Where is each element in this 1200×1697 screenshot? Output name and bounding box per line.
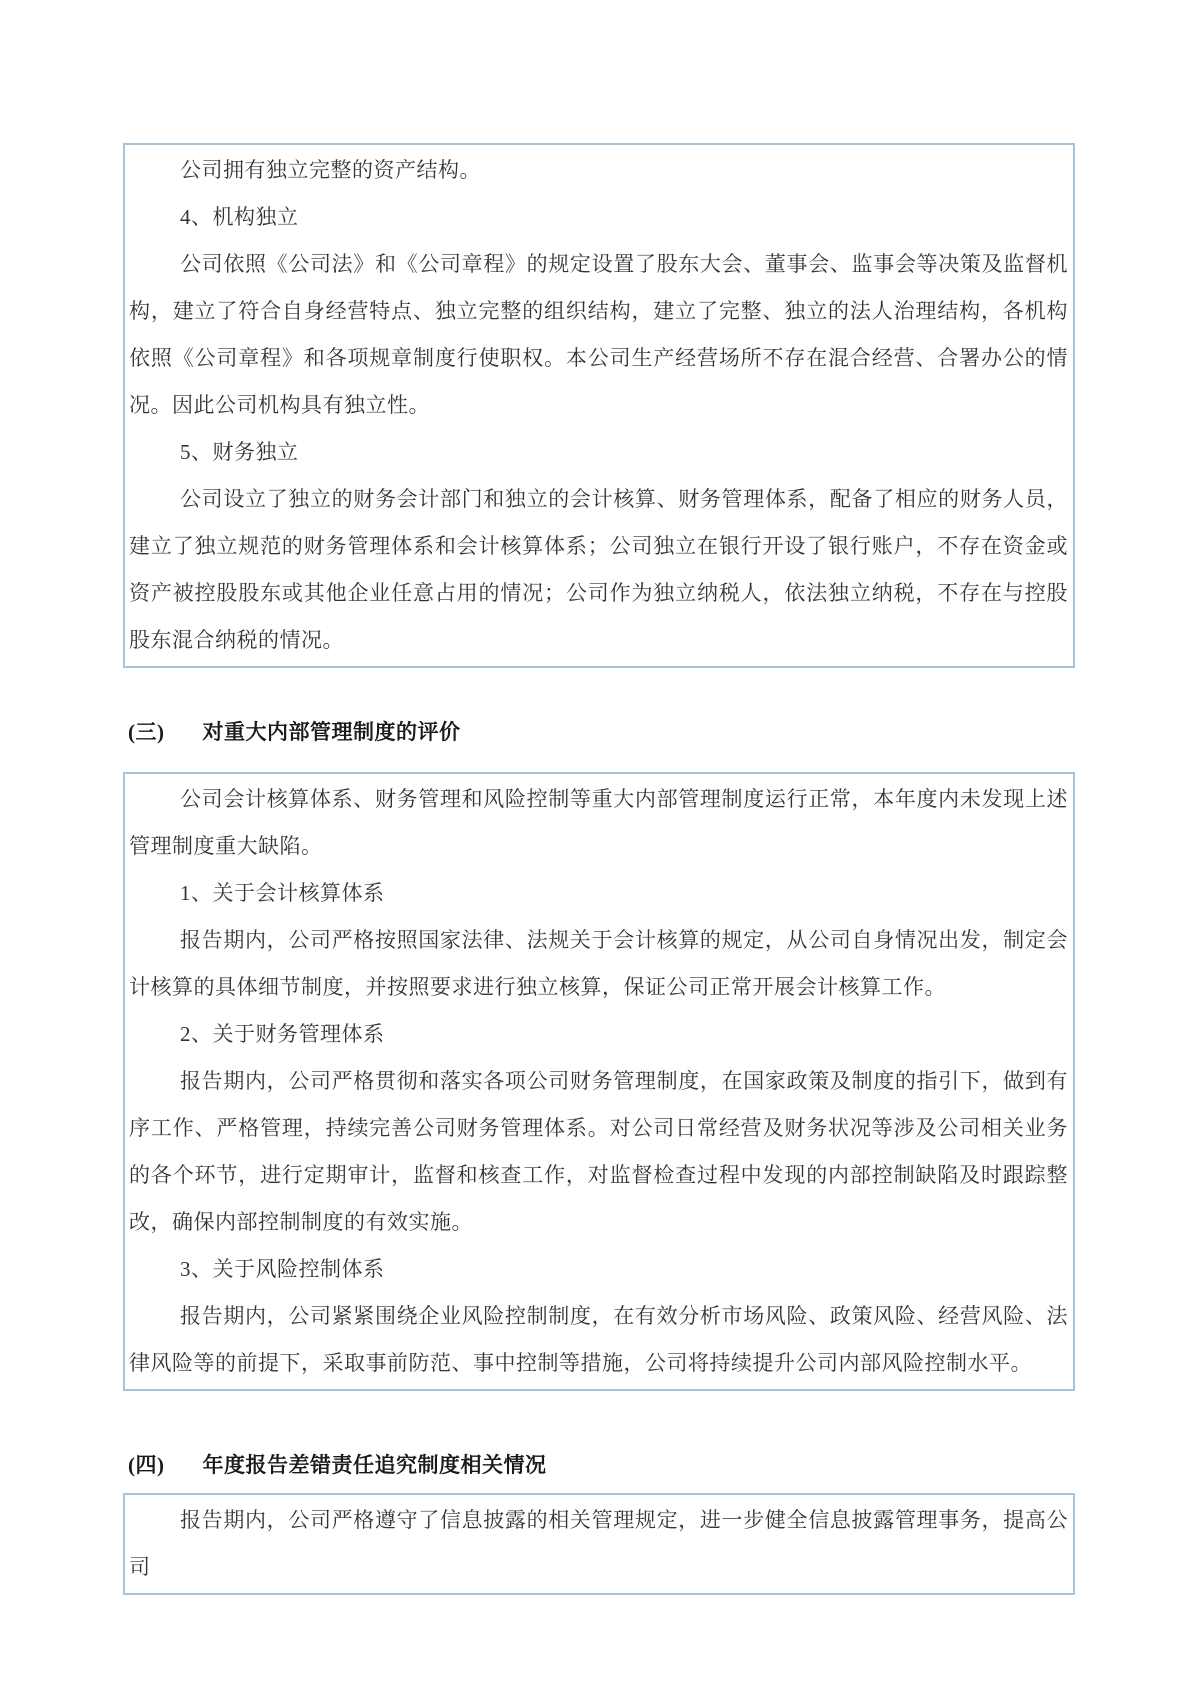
paragraph: 报告期内，公司严格贯彻和落实各项公司财务管理制度，在国家政策及制度的指引下，做到有序工作、严格管理，持续完善公司财务管理体系。对公司日常经营及财务状况等涉及公司相关业务的各个环节，进行定期审计，监督和核查工作，对监督检查过程中发现的内部控制缺陷及时跟踪整改，确保内部控制制度的有效实施。 <box>129 1069 1068 1234</box>
text-box-independence <box>123 143 1075 668</box>
paragraph: 报告期内，公司紧紧围绕企业风险控制制度，在有效分析市场风险、政策风险、经营风险、法律风险等的前提下，采取事前防范、事中控制等措施，公司将持续提升公司内部风险控制水平。 <box>129 1304 1068 1375</box>
text-box-error-accountability <box>123 1493 1075 1595</box>
section-heading-4-number: (四) <box>128 1453 165 1477</box>
section-heading-4 <box>123 1451 1200 1479</box>
paragraph: 报告期内，公司严格遵守了信息披露的相关管理规定，进一步健全信息披露管理事务，提高公司 <box>129 1508 1068 1579</box>
paragraph: 公司依照《公司法》和《公司章程》的规定设置了股东大会、董事会、监事会等决策及监督机构，建立了符合自身经营特点、独立完整的组织结构，建立了完整、独立的法人治理结构，各机构依照《公司章程》和各项规章制度行使职权。本公司生产经营场所不存在混合经营、合署办公的情况。因此公司机构具有独立性。 <box>129 252 1068 417</box>
paragraph: 公司拥有独立完整的资产结构。 <box>180 158 481 182</box>
paragraph: 3、关于风险控制体系 <box>180 1257 385 1281</box>
section-heading-3 <box>123 718 1200 746</box>
paragraph: 报告期内，公司严格按照国家法律、法规关于会计核算的规定，从公司自身情况出发，制定会计核算的具体细节制度，并按照要求进行独立核算，保证公司正常开展会计核算工作。 <box>129 928 1068 999</box>
paragraph: 公司设立了独立的财务会计部门和独立的会计核算、财务管理体系，配备了相应的财务人员，建立了独立规范的财务管理体系和会计核算体系；公司独立在银行开设了银行账户，不存在资金或资产被控股股东或其他企业任意占用的情况；公司作为独立纳税人，依法独立纳税，不存在与控股股东混合纳税的情况。 <box>129 487 1068 652</box>
section-heading-4-title: 年度报告差错责任追究制度相关情况 <box>202 1453 547 1477</box>
paragraph: 1、关于会计核算体系 <box>180 881 385 905</box>
paragraph: 4、机构独立 <box>180 205 299 229</box>
paragraph: 2、关于财务管理体系 <box>180 1022 385 1046</box>
paragraph: 公司会计核算体系、财务管理和风险控制等重大内部管理制度运行正常，本年度内未发现上述管理制度重大缺陷。 <box>129 787 1068 858</box>
section-heading-3-title: 对重大内部管理制度的评价 <box>202 720 461 744</box>
paragraph: 5、财务独立 <box>180 440 299 464</box>
text-box-internal-management <box>123 772 1075 1391</box>
section-heading-3-number: (三) <box>128 720 165 744</box>
